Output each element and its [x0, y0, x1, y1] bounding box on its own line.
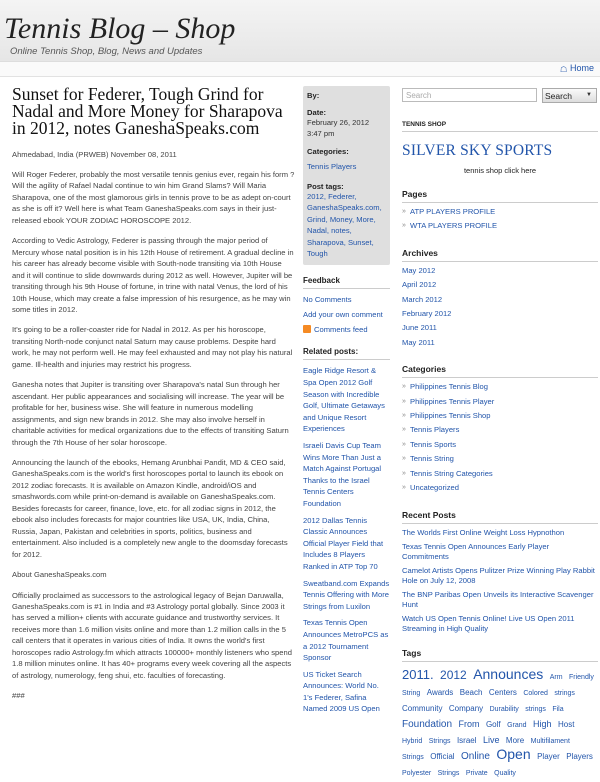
site-tagline: Online Tennis Shop, Blog, News and Updates [10, 46, 203, 57]
meta-tag-link[interactable]: More, [356, 214, 376, 224]
site-header [0, 0, 600, 62]
tag-cloud-link[interactable]: strings [554, 689, 575, 697]
tag-cloud-link[interactable]: Durability [489, 705, 519, 713]
archive-link[interactable]: April 2012 [402, 280, 437, 290]
tag-cloud-link[interactable]: Announces [473, 665, 544, 682]
tag-cloud-link[interactable]: Friendly [569, 673, 594, 681]
tag-cloud-link[interactable]: From [458, 718, 480, 729]
recent-posts-section [402, 510, 598, 634]
pages-heading: Pages [402, 189, 598, 203]
post-dateline: Ahmedabad, India (PRWEB) November 08, 2011 [12, 150, 177, 159]
related-post-link[interactable]: 2012 Dallas Tennis Classic Announces Official Player Field that Includes 8 Players Ranked in ATP Top 70 [303, 515, 384, 571]
archive-link[interactable]: May 2012 [402, 265, 436, 275]
sidebar [402, 88, 598, 780]
category-link[interactable]: Uncategorized [410, 483, 459, 493]
recent-post-link[interactable]: The BNP Paribas Open Unveils its Interactive Scavenger Hunt [402, 589, 594, 609]
tag-cloud-link[interactable]: Golf [485, 719, 501, 729]
meta-tag-link[interactable]: 2012, [307, 192, 327, 201]
post-title: Sunset for Federer, Tough Grind for Nadal and More Money for Sharapova in 2012, notes GaneshaSpeaks.com [12, 84, 283, 138]
recent-post-link[interactable]: Watch US Open Tennis Online! Live US Open 2011 Streaming in High Quality [402, 613, 575, 633]
categories-section [402, 364, 598, 495]
post-meta-column [303, 86, 390, 715]
recent-post-link[interactable]: The Worlds First Online Weight Loss Hypnothon [402, 527, 565, 537]
recent-post-link[interactable]: Texas Tennis Open Announces Early Player Commitments [402, 541, 550, 561]
tag-cloud-link[interactable]: Arm [549, 673, 563, 681]
category-link[interactable]: Tennis Players [410, 425, 460, 435]
tag-cloud-link[interactable]: strings [525, 705, 546, 713]
comments-feed-link[interactable]: Comments feed [314, 325, 368, 335]
related-posts-heading: Related posts: [303, 347, 390, 360]
post-content [12, 86, 295, 702]
tag-cloud-link[interactable]: Players [566, 751, 593, 761]
related-post-link[interactable]: Israeli Davis Cup Team Wins More Than Just a Match Against Portugal Thanks to the Israel Tennis Centers Foundation [303, 441, 382, 508]
tag-cloud-link[interactable]: Quality [494, 769, 516, 777]
meta-tags [307, 191, 386, 259]
tag-cloud-link[interactable]: Host [557, 719, 575, 729]
meta-tag-link[interactable]: Federer, [328, 192, 357, 201]
search-input[interactable] [402, 88, 537, 102]
meta-tag-link[interactable]: Money, [329, 214, 355, 224]
post-paragraph: ### [12, 691, 25, 701]
page-link[interactable]: WTA PLAYERS PROFILE [410, 221, 498, 231]
tag-cloud-link[interactable]: Private [465, 769, 488, 777]
shop-link[interactable]: tennis shop click here [463, 166, 537, 175]
add-comment-link[interactable]: Add your own comment [303, 310, 383, 320]
tag-cloud-link[interactable]: 2011. [402, 666, 434, 682]
tag-cloud-link[interactable]: Colored [523, 689, 548, 697]
meta-tags-label: Post tags: [307, 182, 344, 191]
tag-cloud-link[interactable]: Multifilament [530, 737, 570, 745]
rss-icon [303, 325, 311, 333]
tag-cloud-link[interactable]: Official [430, 751, 455, 761]
post-paragraph: Ganesha notes that Jupiter is transiting over Sharapova's natal Sun through her ascendant. Her public appearances and socialising will increase. The year will be profitable for her, business wise. She will feature in numerous modelling assignments, and sign new brands in 2012. She may also involve herself in charitable activities for medical organizations due to the effects of transiting Saturn through the 7th House of her solar horoscope. [12, 380, 289, 447]
related-post-link[interactable]: US Ticket Search Announces: World No. 1's Federer, Safina Named 2009 US Open [303, 669, 380, 714]
post-paragraph: Officially proclaimed as successors to the astrological legacy of Bejan Daruwalla, GaneshaSpeaks.com is #1 in India and #3 Astrology portal globally. Since 2003 it has served a million+ clients with accurate guidance and trustworthy services. It receives more than 1.6 million visits online and more than 1.2 million calls in the 5 call centers that it operates in various cities of India. It owns the world's first horoscopes radio Astrology.fm which attracts 100000+ monthly listeners who spend 1.8 million minutes online. It has 40+ programs every week covering all the aspects of astrology, numerology, feng shui, etc. faculties of forecasting. [12, 590, 292, 680]
related-post-link[interactable]: Sweatband.com Expands Tennis Offering with More Strings from Luxilon [303, 578, 390, 611]
meta-tag-link[interactable]: GaneshaSpeaks.com, [307, 203, 382, 213]
meta-tag-link[interactable]: Sharapova, [307, 237, 346, 247]
site-title[interactable]: Tennis Blog – Shop [4, 12, 236, 45]
category-link[interactable]: Tennis String [410, 454, 454, 464]
tag-cloud-link[interactable]: Company [448, 703, 484, 713]
tags-heading: Tags [402, 648, 598, 662]
tag-cloud-link[interactable]: More [505, 735, 525, 745]
tag-cloud [402, 665, 598, 780]
category-link[interactable]: Philippines Tennis Shop [410, 411, 491, 421]
recent-post-link[interactable]: Camelot Artists Opens Pulitzer Prize Winning Play Rabbit Hole on July 12, 2008 [402, 565, 595, 585]
tag-cloud-link[interactable]: Beach [459, 687, 483, 697]
meta-tag-link[interactable]: notes, [331, 226, 352, 236]
meta-time: 3:47 pm [307, 129, 335, 138]
post-paragraph: Announcing the launch of the ebooks, Hemang Arunbhai Pandit, MD & CEO said, GaneshaSpeaks.com is the world's first horoscopes portal to launch its ebook on 2012 zodiac forecasts. It is available on Amazon Kindle, android/iOS and smashwords.com while print-on-demand is available on GaneshaSpeaks.com. Besides forecasts for career, finance, love, etc. for all zodiac signs in 2012, the ebook also includes forecasts for major countries like USA, UK, India, China, Russia, Japan, Pakistan and celebrities in sports, politics, business and entertainment. Also included is a completely new angle to the doomsday forecasts for 2012. [12, 457, 288, 559]
tag-cloud-link[interactable]: Online [461, 750, 490, 762]
tag-cloud-link[interactable]: Hybrid [402, 737, 423, 745]
tag-cloud-link[interactable]: 2012 [440, 667, 467, 682]
tag-cloud-link[interactable]: Awards [426, 687, 454, 697]
meta-tag-link[interactable]: Nadal, [307, 226, 329, 236]
meta-tag-link[interactable]: Sunset, [347, 237, 374, 247]
tag-cloud-link[interactable]: Strings [437, 769, 460, 777]
search-button-label: Search [545, 90, 572, 101]
related-post-link[interactable]: Texas Tennis Open Announces MetroPCS as a 2012 Tournament Sponsor [303, 618, 389, 663]
archives-section [402, 248, 598, 350]
archive-link[interactable]: March 2012 [402, 294, 443, 304]
tag-cloud-link[interactable]: High [533, 718, 552, 729]
tag-cloud-link[interactable]: Community [402, 703, 443, 713]
tag-cloud-link[interactable]: Strings [402, 753, 424, 761]
chevron-down-icon: ▼ [586, 92, 592, 98]
tag-cloud-link[interactable]: Strings [428, 737, 451, 745]
post-paragraph: According to Vedic Astrology, Federer is passing through the major period of Mercury whose natal position is in his 12th House of retirement. A gradual decline in his career has already become visible with South-node transiting via 10th House and it will continue to slide downwards during 2012 as well. However, Jupiter will be transiting through his 9th House of fortune, in trine with natal Venus, the lord of his 10th House, which may create a false impression of his resurgence, as he may win some titles in 2012. [12, 236, 294, 314]
tag-cloud-link[interactable]: Polyester [402, 769, 432, 777]
tennis-shop-heading: TENNIS SHOP [402, 121, 598, 132]
home-icon: ☖ [559, 65, 568, 74]
nav-bar [0, 62, 600, 77]
category-link[interactable]: Tennis String Categories [410, 468, 493, 478]
post-paragraph: It's going to be a roller-coaster ride for Nadal in 2012. As per his horoscope, transiting North-node conjunct natal Saturn may cause problems. Despite hard work, he may not perform well. He may feel exhausted and may not play his natural game. Ill-health and injuries may restrict his progress. [12, 325, 293, 369]
tag-cloud-link[interactable]: Fila [552, 705, 564, 713]
tag-cloud-link[interactable]: Player [537, 751, 560, 761]
post-meta-box [303, 86, 390, 265]
pages-section [402, 189, 598, 234]
search-form [402, 88, 598, 104]
feedback-heading: Feedback [303, 276, 390, 289]
archives-heading: Archives [402, 248, 598, 262]
category-link[interactable]: Philippines Tennis Player [410, 396, 495, 406]
tags-section [402, 648, 598, 780]
recent-posts-heading: Recent Posts [402, 510, 598, 524]
tag-cloud-link[interactable]: Foundation [402, 718, 453, 730]
category-link[interactable]: Philippines Tennis Blog [410, 382, 488, 392]
meta-date: February 26, 2012 [307, 118, 370, 127]
meta-tag-link[interactable]: Grind, [307, 214, 328, 224]
shop-name[interactable]: SILVER SKY SPORTS [402, 142, 553, 159]
tag-cloud-link[interactable]: Open [496, 745, 531, 762]
category-link[interactable]: Tennis Sports [410, 439, 457, 449]
tag-cloud-link[interactable]: Live [482, 734, 500, 745]
archive-link[interactable]: February 2012 [402, 309, 452, 319]
meta-tag-link[interactable]: Tough [307, 249, 328, 259]
post-paragraph: About GaneshaSpeaks.com [12, 570, 107, 580]
search-button[interactable] [542, 88, 597, 103]
meta-category-link[interactable]: Tennis Players [307, 162, 357, 171]
tag-cloud-link[interactable]: String [402, 689, 421, 697]
categories-heading: Categories [402, 364, 598, 378]
related-post-link[interactable]: Eagle Ridge Resort & Spa Open 2012 Golf Season with Incredible Golf, Ultimate Getaways and Unique Resort Experiences [303, 366, 385, 434]
archive-link[interactable]: June 2011 [402, 323, 437, 333]
archive-link[interactable]: May 2011 [402, 337, 435, 347]
tag-cloud-link[interactable]: Centers [488, 687, 517, 697]
home-link[interactable] [560, 63, 594, 73]
meta-date-label: Date: [307, 108, 326, 117]
post-paragraph: Will Roger Federer, probably the most versatile tennis genius ever, regain his form ? Will the agility of Rafael Nadal continue to win him Grand Slams? Will Maria Sharapova, one of the most glamorous girls in tennis prove to be as adept on-court as she is off it? Well here is what Team GaneshaSpeaks.com says in their just-released ebook YOUR ZODIAC HOROSCOPE 2012. [12, 170, 295, 225]
no-comments-link[interactable]: No Comments [303, 295, 352, 305]
meta-categories-label: Categories: [307, 147, 349, 156]
meta-by-label: By: [307, 91, 320, 100]
home-label: Home [569, 63, 594, 73]
tag-cloud-link[interactable]: Grand [507, 721, 527, 729]
tag-cloud-link[interactable]: Israel [456, 735, 477, 745]
page-link[interactable]: ATP PLAYERS PROFILE [410, 207, 496, 216]
